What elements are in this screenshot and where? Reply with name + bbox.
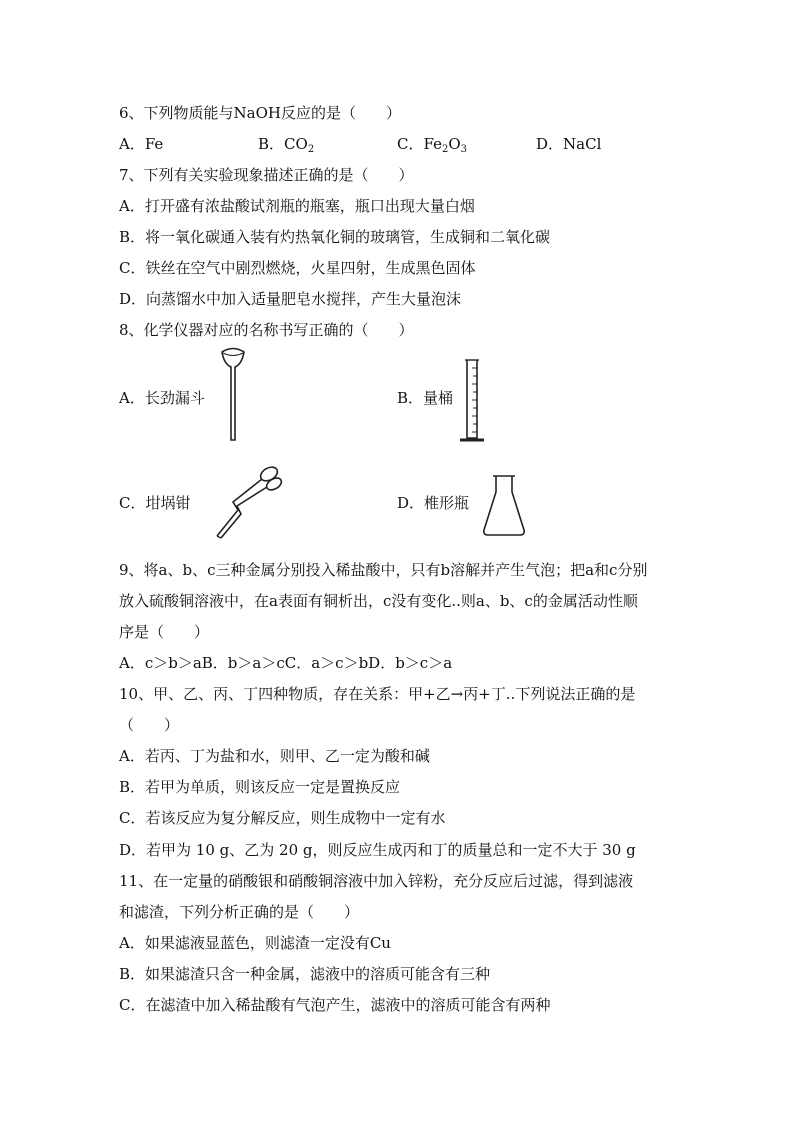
q9-stem-line-1: 9、将a、b、c三种金属分别投入稀盐酸中，只有b溶解并产生气泡；把a和c分别 <box>119 561 648 579</box>
q9-stem-line-2: 放入硫酸铜溶液中，在a表面有铜析出，c没有变化..则a、b、c的金属活动性顺 <box>119 592 638 610</box>
long-neck-funnel-icon <box>218 346 248 442</box>
q11-stem-line-1: 11、在一定量的硝酸银和硝酸铜溶液中加入锌粉，充分反应后过滤，得到滤液 <box>119 872 634 890</box>
q6-stem: 6、下列物质能与NaOH反应的是（ ） <box>119 104 401 122</box>
q10-option-a: A．若丙、丁为盐和水，则甲、乙一定为酸和碱 <box>119 747 430 765</box>
q10-option-d: D．若甲为 10 g、乙为 20 g，则反应生成丙和丁的质量总和一定不大于 30 g <box>119 841 636 859</box>
conical-flask-icon <box>480 472 528 538</box>
q11-option-c: C．在滤渣中加入稀盐酸有气泡产生，滤液中的溶质可能含有两种 <box>119 996 551 1014</box>
q11-option-b: B．如果滤渣只含一种金属，滤液中的溶质可能含有三种 <box>119 965 491 983</box>
q6-option-c: C．$Fe_2O_3$ <box>397 135 468 155</box>
q8-option-a: A．长劲漏斗 <box>119 389 205 407</box>
q8-option-c: C．坩埚钳 <box>119 494 191 512</box>
q10-stem-line-2: （ ） <box>119 716 180 734</box>
q11-stem-line-2: 和滤渣，下列分析正确的是（ ） <box>119 903 360 921</box>
q9-stem-line-3: 序是（ ） <box>119 623 210 641</box>
q7-stem: 7、下列有关实验现象描述正确的是（ ） <box>119 166 414 184</box>
q8-option-d: D．椎形瓶 <box>397 494 470 512</box>
q7-option-b: B．将一氧化碳通入装有灼热氧化铜的玻璃管，生成铜和二氧化碳 <box>119 228 551 246</box>
crucible-tongs-icon <box>205 462 285 542</box>
q8-option-b: B．量桶 <box>397 389 454 407</box>
q11-option-a: A．如果滤液显蓝色，则滤渣一定没有Cu <box>119 934 391 952</box>
q10-option-c: C．若该反应为复分解反应，则生成物中一定有水 <box>119 809 446 827</box>
q10-option-b: B．若甲为单质，则该反应一定是置换反应 <box>119 778 401 796</box>
q9-options: A．c＞b＞aB．b＞a＞cC．a＞c＞bD．b＞c＞a <box>119 654 453 672</box>
q6-option-a: A．Fe <box>119 135 164 153</box>
q8-stem: 8、化学仪器对应的名称书写正确的（ ） <box>119 321 414 339</box>
q7-option-a: A．打开盛有浓盐酸试剂瓶的瓶塞，瓶口出现大量白烟 <box>119 197 475 215</box>
q7-option-d: D．向蒸馏水中加入适量肥皂水搅拌，产生大量泡沫 <box>119 290 462 308</box>
graduated-cylinder-icon <box>458 358 486 444</box>
q6-option-d: D．NaCl <box>536 135 602 153</box>
q10-stem-line-1: 10、甲、乙、丙、丁四种物质，存在关系：甲+乙→丙+丁..下列说法正确的是 <box>119 685 636 703</box>
q6-option-b: B．$CO_2$ <box>258 135 315 155</box>
q7-option-c: C．铁丝在空气中剧烈燃烧，火星四射，生成黑色固体 <box>119 259 476 277</box>
